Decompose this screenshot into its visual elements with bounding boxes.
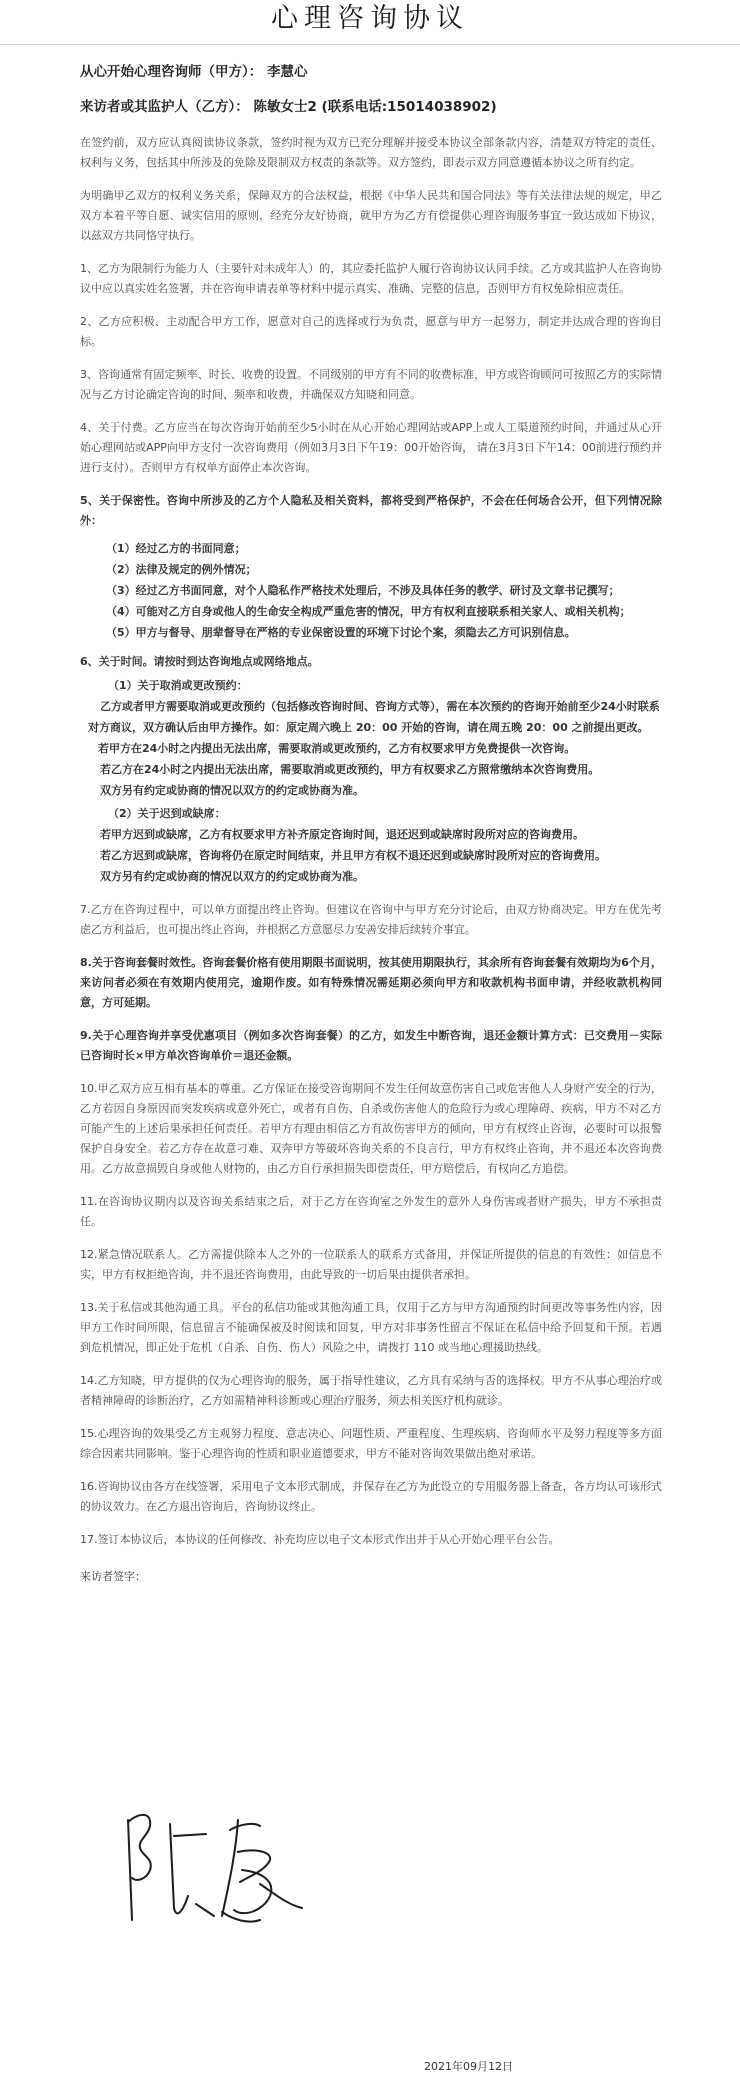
clause-3: 3、咨询通常有固定频率、时长、收费的设置。不同级别的甲方有不同的收费标准，甲方或咨询顾问可按照乙方的实际情况与乙方讨论确定咨询的时间、频率和收费，并确保双方知晓和同意。 [80, 368, 662, 401]
party-a-line: 从心开始心理咨询师（甲方）： 李慧心 [80, 64, 308, 80]
clause-10: 10.甲乙双方应互相有基本的尊重。乙方保证在接受咨询期间不发生任何故意伤害自己或危害他人人身财产安全的行为，乙方若因自身原因而突发疾病或意外死亡，或者有自伤、自杀或伤害他人的危险行为或心理障碍、疾病，甲方不对乙方可能产生的上述后果承担任何责任。若甲方有理由相信乙方有故伤害甲方的倾向，甲方有权终止咨询，必要时可以报警保护自身安全。若乙方存在故意刁难、双奔甲方等破坏咨询关系的不良言行，甲方有权终止咨询，并不退还本次咨询费用。乙方故意损毁自身或他人财物的，由乙方自行承担损失即偿责任，甲方赔偿后，有权向乙方追偿。 [80, 1082, 662, 1175]
confidentiality-exception-item: （2）法律及规定的例外情况； [106, 563, 257, 576]
clause-15: 15.心理咨询的效果受乙方主观努力程度、意志决心、问题性质、严重程度、生理疾病、咨询师水平及努力程度等多方面综合因素共同影响。鉴于心理咨询的性质和职业道德要求，甲方不能对咨询效果做出绝对承诺。 [80, 1427, 662, 1460]
agreement-body [0, 45, 740, 1584]
document-title: 心理咨询协议 [271, 3, 469, 34]
confidentiality-exception-item: （4）可能对乙方自身或他人的生命安全构成严重危害的情况，甲方有权利直接联系相关家人、或相关机构； [106, 605, 631, 618]
signature-label: 来访者签字： [80, 1570, 146, 1583]
late-other-agreement: 双方另有约定或协商的情况以双方的约定或协商为准。 [100, 870, 364, 883]
clause-8: 8.关于咨询套餐时效性。咨询套餐价格有使用期限书面说明，按其使用期限执行，其余所有咨询套餐有效期均为6个月，来访问者必须在有效期内使用完，逾期作废。如有特殊情况需延期必须向甲方和收款机构书面申请，并经收款机构同意，方可延期。 [80, 956, 662, 1009]
clause-9: 9.关于心理咨询并享受优惠项目（例如多次咨询套餐）的乙方，如发生中断咨询，退还金额计算方式：已交费用－实际已咨询时长×甲方单次咨询单价＝退还金额。 [80, 1029, 662, 1062]
intro-paragraph-2: 为明确甲乙双方的权利义务关系，保障双方的合法权益，根据《中华人民共和国合同法》等有关法律法规的规定，甲乙双方本着平等自愿、诚实信用的原则，经充分友好协商，就甲方为乙方有偿提供心理咨询服务事宜一致达成如下协议，以兹双方共同恪守执行。 [80, 189, 662, 242]
clause-1: 1、乙方为限制行为能力人（主要针对未成年人）的，其应委托监护人履行咨询协议认同手续。乙方或其监护人在咨询协议中应以真实姓名签署，并在咨询申请表单等材料中提示真实、准确、完整的信息，否则甲方有权免除相应责任。 [80, 262, 662, 295]
clause-2: 2、乙方应积极、主动配合甲方工作，愿意对自己的选择或行为负责，愿意与甲方一起努力，制定并达成合理的咨询目标。 [80, 315, 662, 348]
clause-4: 4、关于付费。乙方应当在每次咨询开始前至少5小时在从心开始心理网站或APP上或人工渠道预约时间，并通过从心开始心理网站或APP向甲方支付一次咨询费用（例如3月3日下午19：00开始咨询， 请在3月3日下午14：00前进行预约并进行支付）。否则甲方有权单方面停止本次咨询。 [80, 421, 662, 474]
cancel-by-counselor-rule: 若甲方在24小时之内提出无法出席，需要取消或更改预约，乙方有权要求甲方免费提供一次咨询。 [98, 742, 576, 755]
intro-paragraph-1: 在签约前，双方应认真阅读协议条款，签约时视为双方已充分理解并接受本协议全部条款内容，清楚双方特定的责任、权利与义务，包括其中所涉及的免除及限制双方权责的条款等。双方签约，即表示双方同意遵循本协议之所有约定。 [80, 136, 662, 169]
signing-date: 2021年09月12日 [424, 2060, 513, 2073]
clause-5: 5、关于保密性。咨询中所涉及的乙方个人隐私及相关资料，都将受到严格保护，不会在任何场合公开，但下列情况除外： [80, 494, 662, 527]
clause-17: 17.签订本协议后，本协议的任何修改、补充均应以电子文本形式作出并于从心开始心理平台公告。 [80, 1533, 560, 1546]
cancel-reschedule-rule: 乙方或者甲方需要取消或更改预约（包括修改咨询时间、咨询方式等），需在本次预约的咨询开始前至少24小时联系对方商议，双方确认后由甲方操作。如：原定周六晚上 20：00 开始的咨询，请在周五晚 20：00 之前提出更改。 [88, 700, 660, 734]
clause-13: 13.关于私信或其他沟通工具。平台的私信功能或其他沟通工具，仅用于乙方与甲方沟通预约时间更改等事务性内容，因甲方工作时间所限，信息留言不能确保被及时阅读和回复，甲方对非事务性留言不保证在私信中给予回复和干预。若遇到危机情况，即正处于危机（自杀、自伤、伤人）风险之中，请拨打 110 或当地心理援助热线。 [80, 1301, 662, 1354]
confidentiality-exception-item: （1）经过乙方的书面同意； [106, 542, 246, 555]
cancel-by-client-rule: 若乙方在24小时之内提出无法出席，需要取消或更改预约，甲方有权要求乙方照常缴纳本次咨询费用。 [100, 763, 600, 776]
cancel-reschedule-heading: （1）关于取消或更改预约： [108, 679, 248, 692]
clause-6 [80, 651, 662, 887]
clause-12: 12.紧急情况联系人。乙方需提供除本人之外的一位联系人的联系方式备用，并保证所提供的信息的有效性：如信息不实，甲方有权拒绝咨询，并不退还咨询费用，由此导致的一切后果由提供者承担。 [80, 1248, 662, 1281]
confidentiality-exception-item: （3）经过乙方书面同意，对个人隐私作严格技术处理后，不涉及具体任务的教学、研讨及文章书记撰写； [106, 584, 620, 597]
late-absence-heading: （2）关于迟到或缺席： [108, 807, 226, 820]
clause-14: 14.乙方知晓，甲方提供的仅为心理咨询的服务，属于指导性建议，乙方具有采纳与否的选择权。甲方不从事心理治疗或者精神障碍的诊断治疗，乙方如需精神科诊断或心理治疗服务，须去相关医疗机构就诊。 [80, 1374, 662, 1407]
confidentiality-exception-item: （5）甲方与督导、朋辈督导在严格的专业保密设置的环境下讨论个案，须隐去乙方可识别信息。 [106, 626, 576, 639]
clause-16: 16.咨询协议由各方在线签署，采用电子文本形式制成，并保存在乙方为此设立的专用服务器上备查，各方均认可该形式的协议效力。在乙方退出咨询后，咨询协议终止。 [80, 1480, 662, 1513]
late-client-rule: 若乙方迟到或缺席，咨询将仍在原定时间结束，并且甲方有权不退还迟到或缺席时段所对应的咨询费用。 [100, 849, 606, 862]
late-counselor-rule: 若甲方迟到或缺席，乙方有权要求甲方补齐原定咨询时间，退还迟到或缺席时段所对应的咨询费用。 [100, 828, 584, 841]
confidentiality-exceptions-list [80, 538, 662, 643]
clause-6-heading: 6、关于时间。请按时到达咨询地点或网络地点。 [80, 655, 319, 668]
clause-7: 7.乙方在咨询过程中，可以单方面提出终止咨询。但建议在咨询中与甲方充分讨论后，由双方协商决定。甲方在优先考虑乙方利益后，也可提出终止咨询，并根据乙方意愿尽力安善安排后续转介事宜。 [80, 903, 662, 936]
party-b-line: 来访者或其监护人（乙方）： 陈敏女士2 (联系电话:15014038902) [80, 99, 497, 115]
handwritten-signature [110, 1800, 330, 1940]
clause-11: 11.在咨询协议期内以及咨询关系结束之后，对于乙方在咨询室之外发生的意外人身伤害或者财产损失，甲方不承担责任。 [80, 1195, 662, 1228]
cancel-other-agreement: 双方另有约定或协商的情况以双方的约定或协商为准。 [100, 784, 364, 797]
